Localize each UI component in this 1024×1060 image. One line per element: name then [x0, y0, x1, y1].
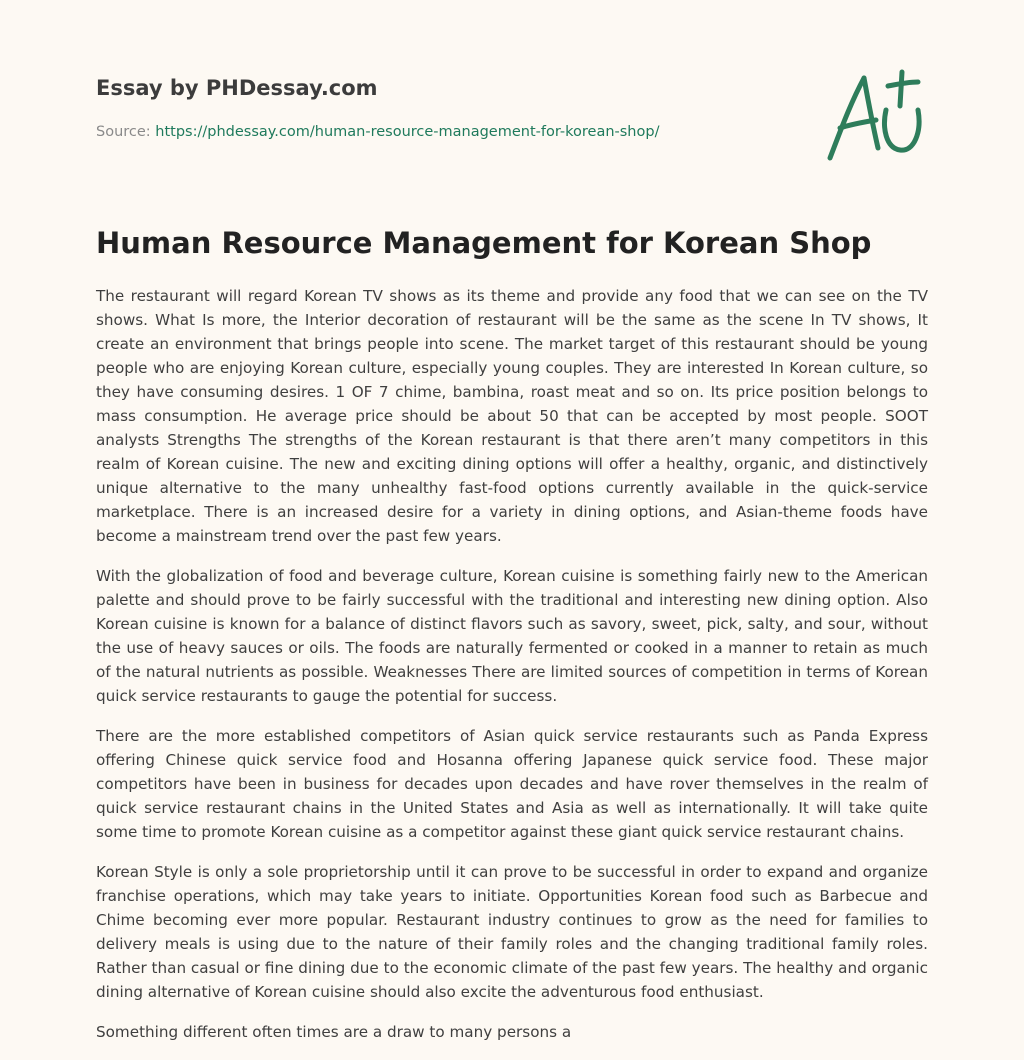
a-plus-logo-icon	[826, 66, 926, 166]
essay-title: Human Resource Management for Korean Shop	[96, 226, 872, 260]
source-line	[96, 124, 659, 140]
essay-paragraph-5: Something different often times are a draw to many persons a	[96, 1023, 572, 1041]
essay-body	[96, 284, 928, 1060]
essay-paragraph-4: Korean Style is only a sole proprietorship until it can prove to be successful in order to expand and organize franchise operations, which may take years to initiate. Opportunities Korean food such as Barbecue and Chime becoming ever more popular. Restaurant industry continues to grow as the need for families to delivery meals is using due to the nature of their family roles and the changing traditional family roles. Rather than casual or fine dining due to the economic climate of the past few years. The healthy and organic dining alternative of Korean cuisine should also excite the adventurous food enthusiast.	[96, 863, 928, 1001]
essay-paragraph-1: The restaurant will regard Korean TV shows as its theme and provide any food that we can see on the TV shows. What Is more, the Interior decoration of restaurant will be the same as the scene In TV shows, It create an environment that brings people into scene. The market target of this restaurant should be young people who are enjoying Korean culture, especially young couples. They are interested In Korean culture, so they have consuming desires. 1 OF 7 chime, bambina, roast meat and so on. Its price position belongs to mass consumption. He average price should be about 50 that can be accepted by most people. SOOT analysts Strengths The strengths of the Korean restaurant is that there aren’t many competitors in this realm of Korean cuisine. The new and exciting dining options will offer a healthy, organic, and distinctively unique alternative to the many unhealthy fast-food options currently available in the quick-service marketplace. There is an increased desire for a variety in dining options, and Asian-theme foods have become a mainstream trend over the past few years.	[96, 287, 928, 545]
site-brand: Essay by PHDessay.com	[96, 76, 378, 100]
source-link[interactable]: https://phdessay.com/human-resource-management-for-korean-shop/	[155, 124, 660, 140]
essay-paragraph-2: With the globalization of food and beverage culture, Korean cuisine is something fairly new to the American palette and should prove to be fairly successful with the traditional and interesting new dining option. Also Korean cuisine is known for a balance of distinct flavors such as savory, sweet, pick, salty, and sour, without the use of heavy sauces or oils. The foods are naturally fermented or cooked in a manner to retain as much of the natural nutrients as possible. Weaknesses There are limited sources of competition in terms of Korean quick service restaurants to gauge the potential for success.	[96, 567, 928, 705]
source-label: Source:	[96, 124, 156, 140]
essay-paragraph-3: There are the more established competitors of Asian quick service restaurants such as Panda Express offering Chinese quick service food and Hosanna offering Japanese quick service food. These major competitors have been in business for decades upon decades and have rover themselves in the realm of quick service restaurant chains in the United States and Asia as well as internationally. It will take quite some time to promote Korean cuisine as a competitor against these giant quick service restaurant chains.	[96, 727, 928, 841]
